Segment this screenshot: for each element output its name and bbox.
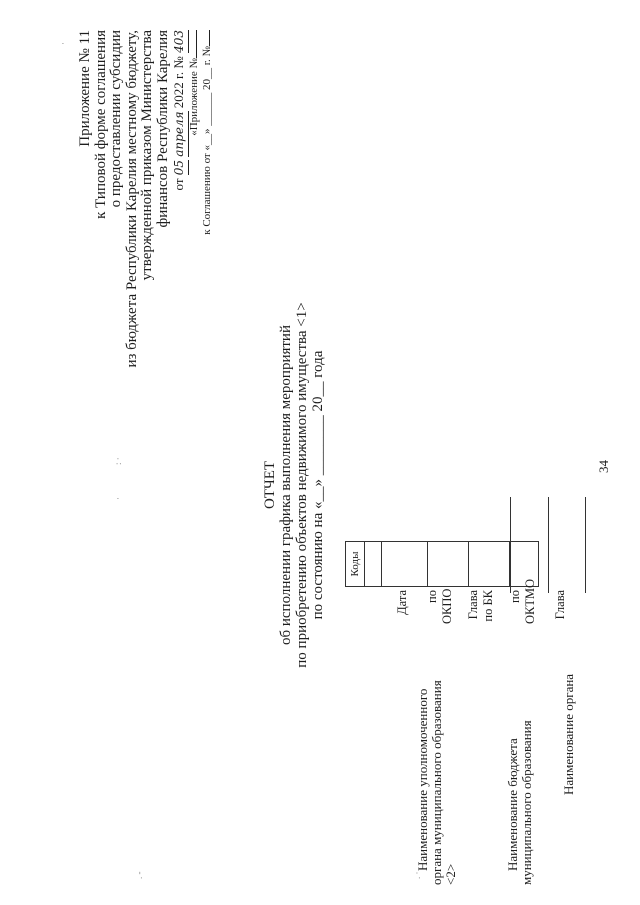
page-number: 34 <box>596 460 611 473</box>
code-label-glava: Глава <box>553 590 567 620</box>
report-title <box>262 205 326 765</box>
title-line: по состоянию на «__» ________ 20__ года <box>310 350 326 620</box>
header-line: к Типовой форме соглашения <box>92 30 109 219</box>
codes-header: Коды <box>346 542 365 587</box>
code-label-bk: Глава по БК <box>466 590 495 622</box>
field-underline <box>510 497 511 593</box>
header-line: о предоставлении субсидии <box>108 30 124 208</box>
title-line: об исполнении графика выполнения мероприятий <box>278 325 294 646</box>
annex-line: «Приложение № <box>188 30 201 235</box>
code-label-date: Дата <box>395 590 409 615</box>
field-label-organ: Наименование органа <box>561 673 576 795</box>
header-block <box>78 30 189 368</box>
code-cell <box>428 542 469 587</box>
code-cell <box>469 542 510 587</box>
field-underline <box>585 497 586 593</box>
header-line: финансов Республики Карелия <box>154 30 171 228</box>
header-date-line <box>171 30 189 368</box>
field-underline <box>548 497 549 593</box>
field-label-budget: Наименование бюджета муниципального образования <box>505 720 534 885</box>
code-label-oktmo: по ОКТМО <box>508 579 537 624</box>
scan-speck: · <box>58 42 68 45</box>
field-label-authority: Наименование уполномоченного органа муниципального образования <2> <box>415 680 458 885</box>
header-line: Приложение № 11 <box>77 30 93 147</box>
header-line: утвержденной приказом Министерства <box>139 30 155 281</box>
scan-speck: · <box>113 497 123 500</box>
title-line: ОТЧЕТ <box>262 460 278 510</box>
scan-speck: . - <box>134 871 144 879</box>
title-line: по приобретению объектов недвижимого имущества <1> <box>294 302 310 668</box>
handwritten-month: апреля <box>172 111 189 156</box>
annex-line: к Соглашению от «__» ______ 20__ г. № <box>201 30 214 235</box>
scan-speck: . · <box>412 871 422 879</box>
annex-block <box>188 30 214 235</box>
code-cell <box>365 542 382 587</box>
scan-speck: : · <box>113 457 123 465</box>
date-prefix: от <box>171 178 186 191</box>
handwritten-number: 403 <box>172 30 189 53</box>
code-label-okpo: по ОКПО <box>425 588 454 624</box>
code-cell <box>382 542 428 587</box>
date-year: 2022 г. № <box>171 56 186 109</box>
handwritten-day: 05 <box>172 160 189 175</box>
header-line: из бюджета Республики Карелия местному бюджету, <box>123 30 140 368</box>
